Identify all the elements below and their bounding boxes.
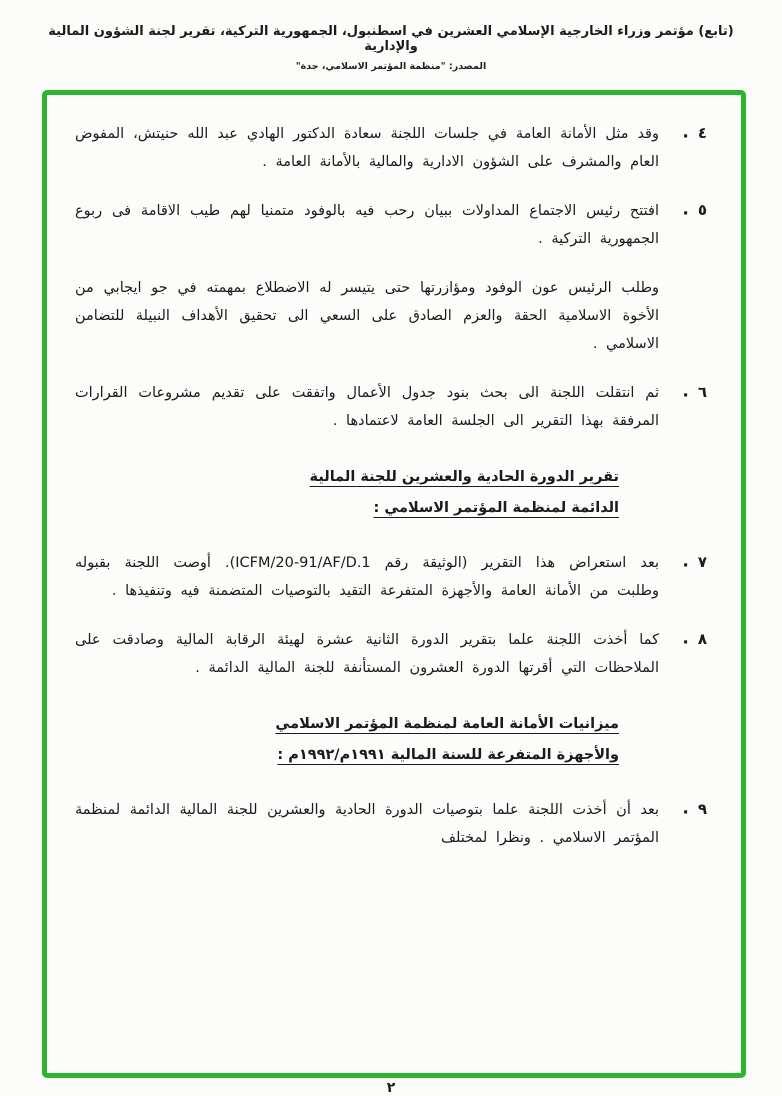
item-7-number: ٧	[697, 553, 707, 572]
item-6-text: ثم انتقلت اللجنة الى بحث بنود جدول الأعمال واتفقت على تقديم مشروعات القرارات المرفقة بهذا التقرير الى الجلسة العامة لاعتمادها .	[75, 384, 659, 429]
bullet-dot: ·	[682, 556, 689, 577]
item-9-marker	[659, 797, 707, 853]
item-7-text: بعد استعراض هذا التقرير (الوثيقة رقم ICFM/20-91/AF/D.1). أوصت اللجنة بقبوله وطلبت من الأمانة العامة والأجهزة المتفرعة التقيد بالتوصيات المتضمنة فيه وتنفيذها .	[75, 555, 659, 600]
document-header	[0, 0, 782, 72]
item-5-text: افتتح رئيس الاجتماع المداولات ببيان رحب فيه بالوفود متمنيا لهم طيب الاقامة فى ربوع الجمهورية التركية .	[75, 202, 659, 247]
bullet-dot: ·	[682, 127, 689, 147]
bullet-dot: ·	[682, 203, 689, 224]
bullet-dot: ·	[682, 803, 689, 824]
bullet-dot: ·	[682, 385, 689, 406]
item-8-text: كما أخذت اللجنة علما بتقرير الدورة الثانية عشرة لهيئة الرقابة المالية وصادقت على الملاحظات التي أقرتها الدورة العشرون المستأنفة للجنة المالية الدائمة .	[75, 632, 659, 677]
document-title: (تابع) مؤتمر وزراء الخارجية الإسلامي العشرين في اسطنبول، الجمهورية التركية، تقرير لجنة الشؤون المالية والإدارية	[48, 24, 734, 54]
section-heading-committee-report	[75, 462, 619, 524]
item-6-marker	[659, 380, 707, 436]
numbered-item-7	[75, 550, 707, 606]
item-8-marker	[659, 627, 707, 683]
heading-line-2: الدائمة لمنظمة المؤتمر الاسلامي :	[373, 500, 619, 517]
item-9-number: ٩	[697, 800, 707, 819]
numbered-item-9	[75, 797, 707, 853]
page-number: ٢	[386, 1080, 396, 1096]
paragraph-president-request: وطلب الرئيس عون الوفود ومؤازرتها حتى يتيسر له الاضطلاع بمهمته في جو ايجابي من الأخوة الاسلامية الحقة والعزم الصادق على السعي الى تحقيق الأهداف النبيلة للتضامن الاسلامي .	[75, 279, 659, 352]
item-4-number: ٤	[697, 124, 707, 142]
item-5-marker	[659, 198, 707, 254]
item-8-number: ٨	[697, 630, 707, 649]
green-content-frame	[42, 90, 746, 1078]
item-5-number: ٥	[697, 200, 707, 219]
numbered-item-5	[75, 198, 707, 254]
item-4-text: وقد مثل الأمانة العامة في جلسات اللجنة سعادة الدكتور الهادي عبد الله حنيتش، المفوض العام والمشرف على الشؤون الادارية والمالية بالأمانة العامة .	[75, 126, 659, 170]
item-4-marker	[659, 121, 707, 177]
numbered-item-4	[75, 121, 707, 177]
numbered-item-8	[75, 627, 707, 683]
heading-line-1: تقرير الدورة الحادية والعشرين للجنة المالية	[309, 468, 619, 485]
bullet-dot: ·	[682, 633, 689, 654]
heading-line-1: ميزانيات الأمانة العامة لمنظمة المؤتمر الاسلامي	[275, 716, 619, 733]
item-9-text: بعد أن أخذت اللجنة علما بتوصيات الدورة الحادية والعشرين للجنة المالية الدائمة لمنظمة المؤتمر الاسلامي . ونظرا لمختلف	[75, 802, 659, 847]
numbered-item-6	[75, 380, 707, 436]
heading-line-2: والأجهزة المتفرعة للسنة المالية ١٩٩١م/١٩٩٢م :	[277, 747, 619, 764]
item-6-number: ٦	[697, 382, 707, 401]
item-7-marker	[659, 550, 707, 606]
document-source: المصدر: "منظمة المؤتمر الاسلامي، جدة"	[295, 61, 487, 72]
section-heading-budgets	[75, 709, 619, 771]
